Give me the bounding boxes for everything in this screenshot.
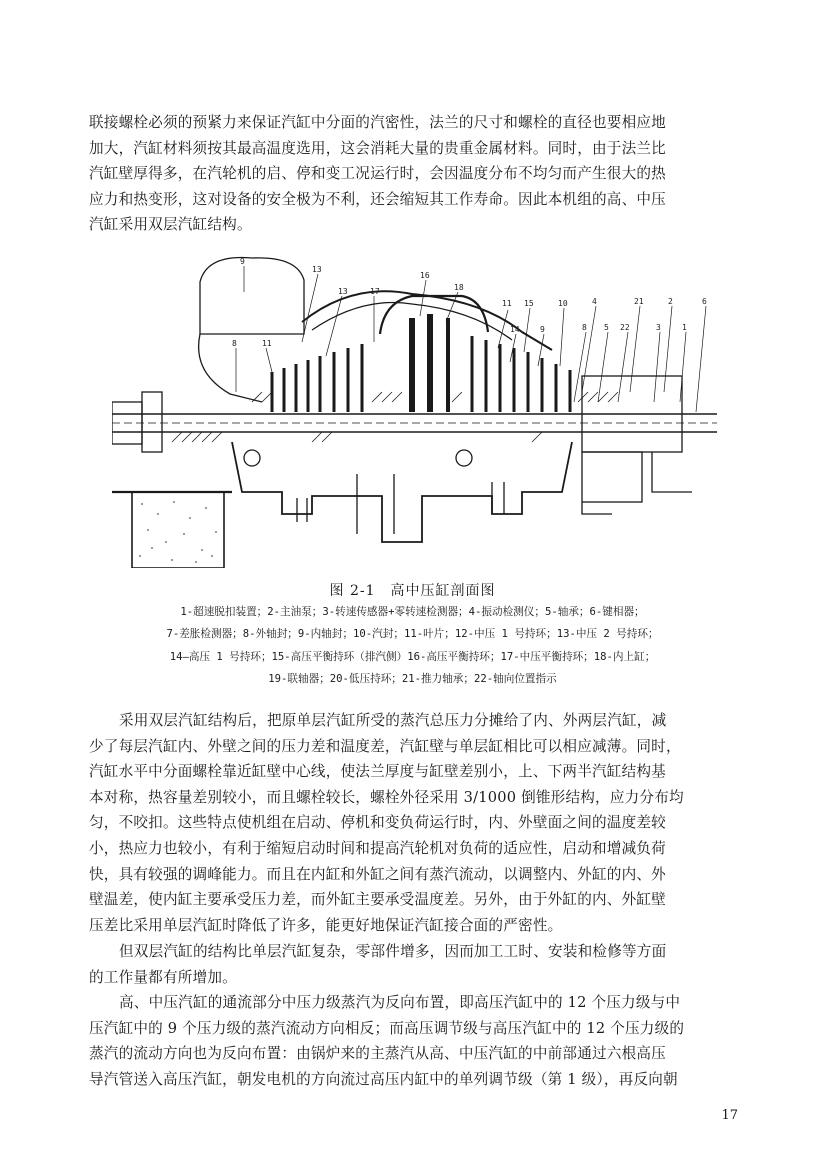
text-line: 高、中压汽缸的通流部分中压力级蒸汽为反向布置，即高压汽缸中的 12 个压力级与中: [119, 994, 681, 1011]
text-line: 汽缸壁厚得多，在汽轮机的启、停和变工况运行时，会因温度分布不均匀而产生很大的热: [89, 165, 666, 183]
callout-number: 11: [502, 299, 512, 308]
callout-number: 4: [592, 297, 597, 306]
text-line: 汽缸水平中分面螺栓靠近缸壁中心线，使法兰厚度与缸壁差别小，上、下两半汽缸结构基: [89, 763, 666, 781]
legend-line: 7-差胀检测器；8-外轴封；9-内轴封；10-汽封；11-叶片；12-中压 1 号持环；13-中压 2 号持环；: [166, 628, 659, 641]
text-line: 匀，不咬扣。这些特点使机组在启动、停机和变负荷运行时，内、外壁面之间的温度差较: [89, 814, 666, 832]
paragraph-4: [89, 990, 737, 1092]
text-line: 少了每层汽缸内、外壁之间的压力差和温度差，汽缸壁与单层缸相比可以相应减薄。同时，: [89, 737, 681, 755]
text-line: 快，具有较强的调峰能力。而且在内缸和外缸之间有蒸汽流动，以调整内、外缸的内、外: [89, 865, 666, 883]
callout-number: 18: [454, 283, 464, 292]
callout-number: 1: [682, 323, 687, 332]
text-line: 小，热应力也较小，有利于缩短启动时间和提高汽轮机对负荷的适应性，启动和增减负荷: [89, 839, 666, 857]
callout-number: 11: [262, 339, 272, 348]
text-line: 的工作量都有所增加。: [89, 968, 237, 986]
text-line: 压汽缸中的 9 个压力级的蒸汽流动方向相反；而高压调节级与高压汽缸中的 12 个压力级的: [89, 1019, 685, 1037]
callout-number: 9: [540, 325, 545, 334]
callout-number: 16: [420, 271, 430, 280]
text-line: 但双层汽缸的结构比单层汽缸复杂，零部件增多，因而加工工时、安装和检修等方面: [119, 943, 667, 960]
callout-number: 21: [634, 297, 644, 306]
callout-number: 3: [656, 323, 661, 332]
text-line: 应力和热变形，这对设备的安全极为不利，还会缩短其工作寿命。因此本机组的高、中压: [89, 190, 666, 208]
text-line: 加大，汽缸材料须按其最高温度选用，这会消耗大量的贵重金属材料。同时，由于法兰比: [89, 139, 666, 157]
figure-legend: [0, 601, 825, 691]
callout-number: 5: [604, 323, 609, 332]
callout-number: 15: [524, 299, 534, 308]
callout-number: 17: [370, 287, 380, 296]
cylinder-cross-section-figure: [112, 252, 717, 568]
text-line: 本对称，热容量差别较小，而且螺栓较长，螺栓外径采用 3/1000 倒锥形结构，应力分布均: [89, 788, 684, 806]
figure-caption: 图 2-1 高中压缸剖面图: [329, 583, 496, 599]
callout-number: 8: [582, 323, 587, 332]
text-line: 壁温差，使内缸主要承受压力差，而外缸主要承受温度差。另外，由于外缸的内、外缸壁: [89, 891, 666, 909]
callout-number: 8: [232, 339, 237, 348]
callout-number: 6: [702, 297, 707, 306]
cross-section-drawing: [112, 252, 717, 568]
callout-number: 13: [312, 265, 322, 274]
text-line: 压差比采用单层汽缸时降低了许多，能更好地保证汽缸接合面的严密性。: [89, 916, 563, 934]
paragraph-1: [89, 110, 737, 238]
text-line: 采用双层汽缸结构后，把原单层汽缸所受的蒸汽总压力分摊给了内、外两层汽缸，减: [119, 712, 667, 729]
text-line: 导汽管送入高压汽缸，朝发电机的方向流过高压内缸中的单列调节级（第 1 级），再反向朝: [89, 1070, 678, 1088]
callout-number: 22: [620, 323, 630, 332]
text-line: 蒸汽的流动方向也为反向布置：由锅炉来的主蒸汽从高、中压汽缸的中前部通过六根高压: [89, 1045, 666, 1063]
legend-line: 1-超速脱扣装置；2-主油泵；3-转速传感器+零转速检测器；4-振动检测仪；5-轴承；6-键相器；: [180, 606, 645, 618]
page-number: 17: [721, 1108, 738, 1123]
paragraph-3: [89, 939, 737, 990]
callout-number: 9: [240, 257, 245, 266]
paragraph-2: [89, 708, 737, 938]
text-line: 汽缸采用双层汽缸结构。: [89, 216, 252, 234]
callout-number: 2: [668, 297, 673, 306]
callout-number: 14: [510, 325, 520, 334]
text-line: 联接螺栓必须的预紧力来保证汽缸中分面的汽密性，法兰的尺寸和螺栓的直径也要相应地: [89, 114, 666, 131]
legend-line: 19-联轴器；20-低压持环；21-推力轴承；22-轴向位置指示: [268, 673, 557, 686]
legend-line: 14—高压 1 号持环；15-高压平衡持环（排汽侧）16-高压平衡持环；17-中压平衡持环；18-内上缸；: [169, 650, 656, 663]
callout-number: 13: [338, 287, 348, 296]
callout-number: 10: [558, 299, 568, 308]
